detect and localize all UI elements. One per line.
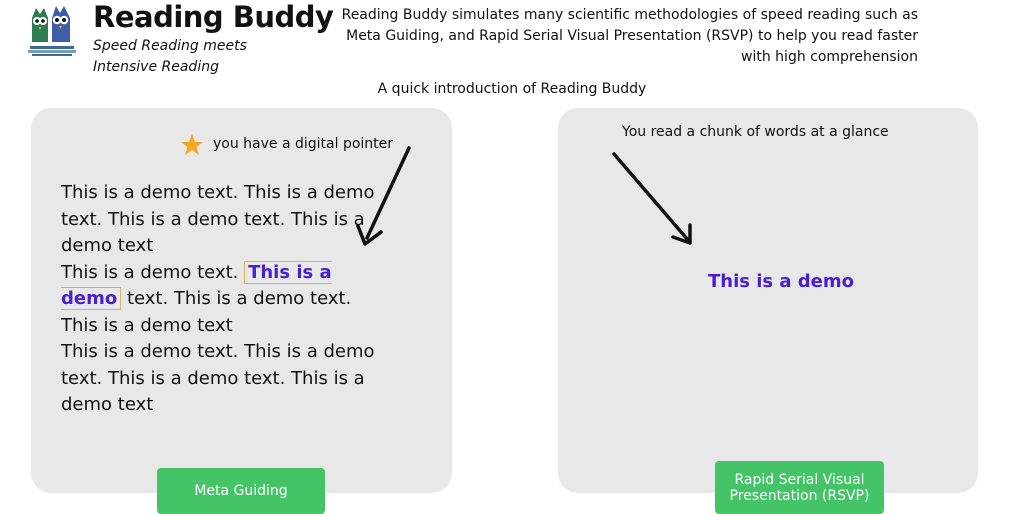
rsvp-word-chunk: This is a demo	[707, 271, 855, 292]
rsvp-button-line-1: Rapid Serial Visual	[734, 471, 865, 488]
arrow-down-right-icon	[605, 145, 700, 250]
demo-paragraph-2-end: text. This is a demo text. This is a demo text	[61, 288, 352, 336]
star-icon	[180, 133, 204, 157]
pointer-annotation: you have a digital pointer	[213, 136, 394, 152]
digital-pointer-highlight: This is a demo	[61, 261, 332, 309]
app-description: Reading Buddy simulates many scientific methodologies of speed reading such as Meta Guiding, and Rapid Serial Visual Presentation (RSVP) to help you read faster with high comprehension	[341, 7, 918, 65]
tagline-line-1: Speed Reading meets	[93, 38, 247, 54]
demo-paragraph-2-start: This is a demo text.	[61, 261, 245, 283]
demo-paragraph-3: This is a demo text. This is a demo text. This is a demo text. This is a demo text	[61, 341, 375, 415]
intro-caption: A quick introduction of Reading Buddy	[377, 81, 647, 97]
demo-text-block	[61, 180, 391, 419]
demo-paragraph-1: This is a demo text. This is a demo text. This is a demo text. This is a demo text	[61, 182, 375, 256]
rsvp-button-line-2: Presentation (RSVP)	[729, 487, 870, 504]
demo-paragraph-2	[61, 260, 391, 340]
tagline-line-2: Intensive Reading	[93, 59, 219, 75]
chunk-annotation: You read a chunk of words at a glance	[622, 124, 889, 140]
owl-logo-icon	[24, 2, 80, 58]
rsvp-button[interactable]	[715, 461, 884, 514]
meta-guiding-button[interactable]: Meta Guiding	[157, 468, 325, 514]
app-title: Reading Buddy	[93, 0, 334, 34]
